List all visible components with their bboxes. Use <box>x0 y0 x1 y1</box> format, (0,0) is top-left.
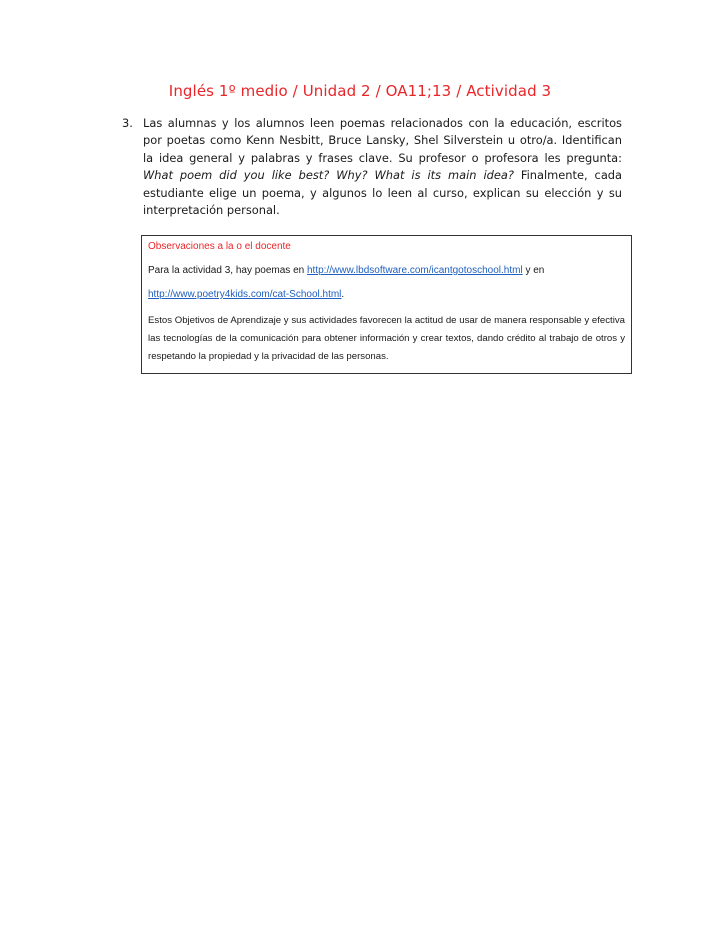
activity-text-after: Finalmente, cada estudiante elige un poema, y algunos lo leen al curso, explican su elección y su interpretación personal. <box>143 168 623 218</box>
line2-suffix: . <box>341 289 345 300</box>
poems-link-1[interactable]: http://www.lbdsoftware.com/icantgotoschool.html <box>307 265 523 276</box>
activity-question: What poem did you like best? Why? What is its main idea? <box>143 168 514 183</box>
activity-number: 3. <box>122 116 133 130</box>
activity-text-before: Las alumnas y los alumnos leen poemas relacionados con la educación, escritos por poetas como Kenn Nesbitt, Bruce Lansky, Shel Silverstein u otro/a. Identifican la idea general y palabras y frases clave. Su profesor o profesora les pregunta: <box>143 116 622 165</box>
line1-suffix: y en <box>525 265 545 276</box>
observations-paragraph: Estos Objetivos de Aprendizaje y sus actividades favorecen la actitud de usar de manera responsable y efectiva las tecnologías de la comunicación para obtener información y crear textos, dando crédito al trabajo de otros y respetando la propiedad y la privacidad de las personas. <box>148 315 625 362</box>
observations-title: Observaciones a la o el docente <box>148 241 291 252</box>
activity-item <box>122 115 622 219</box>
activity-text <box>143 115 622 219</box>
poems-link-2[interactable]: http://www.poetry4kids.com/cat-School.html <box>148 289 342 300</box>
page-title: Inglés 1º medio / Unidad 2 / OA11;13 / Actividad 3 <box>168 82 552 100</box>
line1-prefix: Para la actividad 3, hay poemas en <box>148 265 305 276</box>
observations-line-1 <box>148 264 625 278</box>
teacher-observations-box <box>141 235 632 374</box>
observations-line-2 <box>148 288 625 302</box>
